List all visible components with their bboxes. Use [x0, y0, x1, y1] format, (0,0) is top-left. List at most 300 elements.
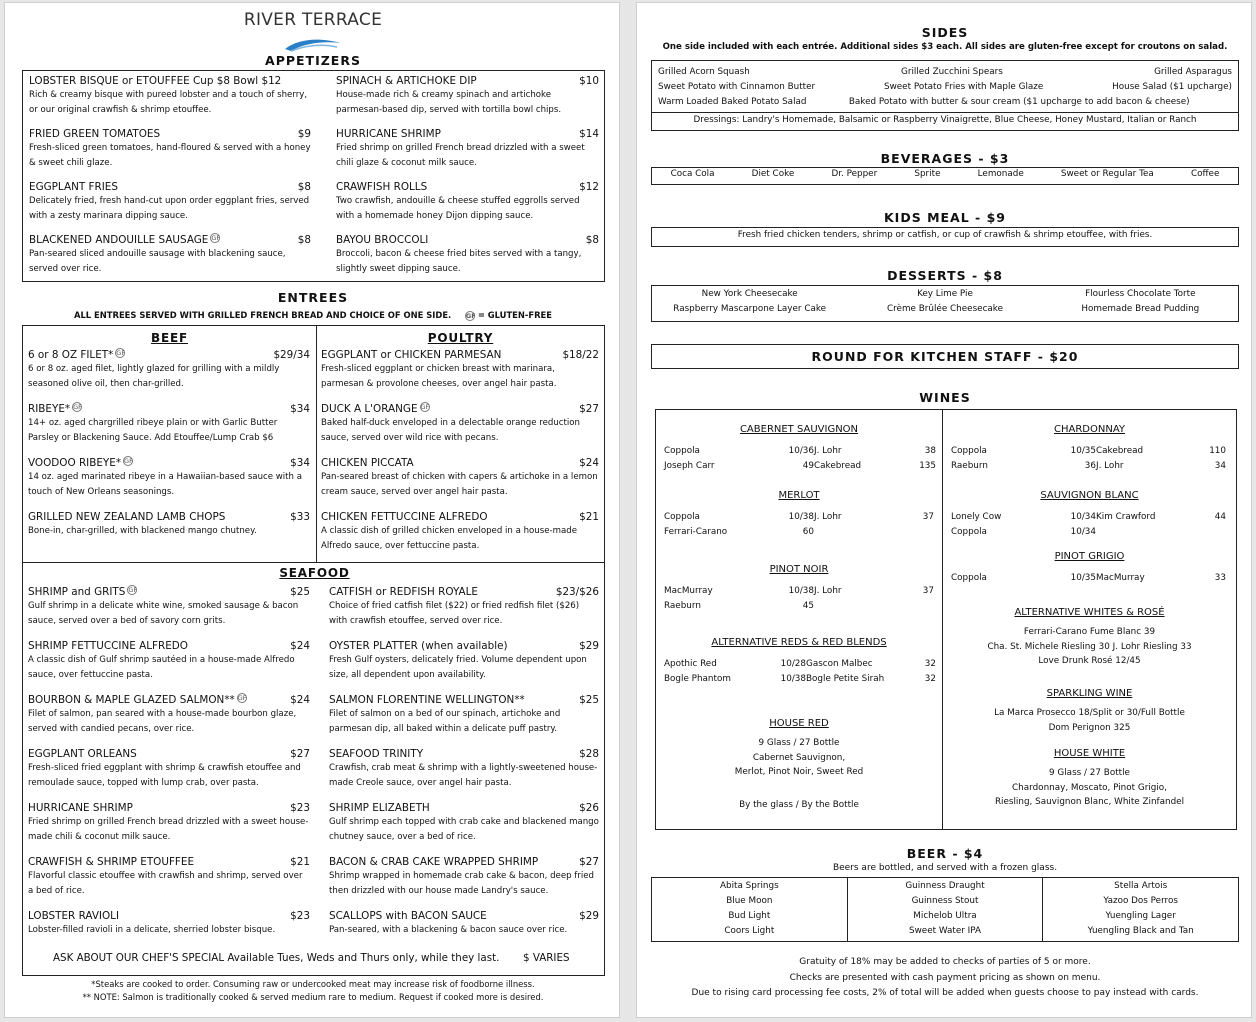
menu-item-name-row: [29, 180, 311, 194]
beef-heading: BEEF: [151, 331, 188, 345]
menu-item-name-row: [336, 74, 599, 88]
beer-item: Yazoo Dos Perros: [1103, 896, 1178, 906]
wine-cell: 10/38: [788, 586, 814, 596]
wine-line: Love Drunk Rosé 12/45: [1038, 656, 1141, 666]
wine-row: [951, 459, 1226, 474]
wine-row: [951, 510, 1226, 525]
menu-item-name-row: [329, 693, 599, 707]
side-item: Grilled Acorn Squash: [658, 67, 750, 77]
wine-category-title: HOUSE WHITE: [1053, 748, 1126, 759]
wine-cell: J. Lohr: [1096, 461, 1124, 471]
menu-item-name-row: [329, 801, 599, 815]
menu-item: [28, 585, 310, 628]
menu-item-price: $28: [579, 748, 599, 760]
menu-item-name-row: [321, 510, 599, 524]
menu-item: [28, 855, 310, 898]
menu-item-price: $27: [579, 403, 599, 415]
desserts-heading: DESSERTS - $8: [887, 268, 1003, 283]
menu-item: [28, 801, 310, 844]
menu-item-desc: Baked half-duck enveloped in a delectable orange reduction sauce, served over wild rice with pecans.: [321, 418, 580, 443]
wine-category-title: PINOT GRIGIO: [1054, 551, 1125, 562]
footnote-salmon: ** NOTE: Salmon is traditionally cooked & served medium rare to medium. Request if cooked more is desired.: [82, 992, 544, 1002]
menu-item-name-row: [329, 585, 599, 599]
menu-item-name: VOODOO RIBEYE*: [28, 457, 122, 469]
menu-item-name: LOBSTER RAVIOLI: [28, 910, 120, 922]
menu-item-name: BAYOU BROCCOLI: [336, 234, 429, 246]
menu-item-name: EGGPLANT FRIES: [29, 181, 118, 193]
menu-item-name-row: [321, 348, 599, 362]
wine-line: Cabernet Sauvignon,: [752, 752, 846, 763]
wine-cell: 44: [1214, 512, 1226, 522]
menu-item-price: $25: [290, 586, 310, 598]
menu-item: [28, 693, 310, 736]
menu-item: [28, 747, 310, 790]
wine-cell: 10/34: [1070, 512, 1096, 522]
dessert-row: [652, 287, 1238, 302]
menu-item: [28, 510, 310, 539]
menu-item-desc: Pan-seared, with a blackening & bacon sauce over rice.: [329, 925, 568, 935]
wine-row: [664, 510, 934, 525]
wine-cell: 32: [924, 674, 936, 684]
kids-heading: KIDS MEAL - $9: [884, 210, 1006, 225]
restaurant-title: RIVER TERRACE: [243, 10, 383, 30]
beer-item: Guinness Stout: [911, 896, 979, 906]
menu-item-price: $8: [297, 234, 311, 246]
wine-cell: Apothic Red: [664, 659, 717, 669]
menu-item-price: $24: [290, 694, 310, 706]
menu-item-desc: 14 oz. aged marinated ribeye in a Hawaiian-based sauce with a touch of New Orleans seasonings.: [28, 472, 302, 497]
menu-item-desc: Shrimp wrapped in homemade crab cake & bacon, deep fried then drizzled with our house made Landry's sauce.: [329, 871, 594, 896]
gluten-free-icon: GF: [211, 234, 221, 242]
wine-category-title: ALTERNATIVE WHITES & ROSÉ: [1014, 607, 1165, 618]
menu-item-name: HURRICANE SHRIMP: [336, 128, 441, 140]
menu-item-name-row: [28, 348, 310, 362]
menu-item-price: $34: [290, 457, 310, 469]
dressings: Dressings: Landry's Homemade, Balsamic or Raspberry Vinaigrette, Blue Cheese, Honey Mustard, Italian or Ranch: [693, 115, 1197, 125]
menu-item: [29, 74, 311, 117]
wine-cell: 10/28: [780, 659, 806, 669]
menu-item-name-row: [329, 747, 599, 761]
menu-item-name-row: [28, 456, 310, 470]
entrees-heading: ENTREES: [277, 290, 349, 305]
wine-cell: Kim Crawford: [1096, 512, 1156, 522]
menu-item-name: SHRIMP and GRITS: [28, 586, 126, 598]
spacer: [430, 402, 580, 416]
menu-item-name: SALMON FLORENTINE WELLINGTON**: [329, 694, 525, 706]
menu-item-name-row: [28, 510, 310, 524]
wine-cell: 10/35: [1070, 573, 1096, 583]
menu-item-desc: Pan-seared sliced andouille sausage with blackening sauce, served over rice.: [29, 249, 286, 274]
sides-row: [658, 95, 1232, 110]
menu-item-name: OYSTER PLATTER (when available): [329, 640, 508, 652]
spacer: [220, 233, 297, 247]
wine-row: [664, 584, 934, 599]
kids-desc: Fresh fried chicken tenders, shrimp or catfish, or cup of crawfish & shrimp etouffee, with fries.: [737, 230, 1153, 240]
beer-item: Guinness Draught: [905, 881, 985, 891]
round-kitchen-staff: ROUND FOR KITCHEN STAFF - $20: [811, 349, 1079, 364]
wine-row: [664, 459, 936, 474]
menu-item-name-row: [29, 233, 311, 247]
wine-cell: 45: [802, 601, 814, 611]
menu-item-name: BACON & CRAB CAKE WRAPPED SHRIMP: [329, 856, 539, 868]
wine-cell: 33: [1214, 573, 1226, 583]
menu-item-price: $29: [579, 910, 599, 922]
spacer: [160, 127, 298, 141]
menu-item-name: CHICKEN PICCATA: [321, 457, 414, 469]
menu-item-name: CRAWFISH ROLLS: [336, 181, 428, 193]
menu-item-price: $29: [579, 640, 599, 652]
menu-item-price: $8: [297, 181, 311, 193]
menu-item-name: SHRIMP FETTUCCINE ALFREDO: [28, 640, 188, 652]
wine-cell: MacMurray: [1096, 573, 1145, 583]
kids-box: [651, 227, 1239, 247]
menu-item-name: BOURBON & MAPLE GLAZED SALMON**: [28, 694, 235, 706]
wine-cell: Raeburn: [951, 461, 988, 471]
menu-item-name: EGGPLANT or CHICKEN PARMESAN: [321, 349, 502, 361]
beer-column: [1043, 878, 1238, 941]
wine-cell: [814, 599, 902, 614]
gluten-free-icon: GF: [73, 403, 82, 411]
menu-item: [29, 127, 311, 170]
wine-cell: Cakebread: [1096, 446, 1144, 456]
menu-item: [329, 801, 599, 844]
spacer: [188, 639, 290, 653]
beverage-item: Dr. Pepper: [831, 169, 878, 179]
gluten-free-icon: GF: [237, 694, 247, 702]
menu-item-desc: Fresh-sliced green tomatoes, hand-floured & served with a honey & sweet chili glaze.: [29, 143, 311, 168]
spacer: [508, 639, 580, 653]
sides-row: [658, 65, 1232, 80]
menu-item-desc: A classic dish of Gulf shrimp sautéed in a house-made Alfredo sauce, over fettuccine pasta.: [28, 655, 295, 680]
menu-item: [336, 127, 599, 170]
beer-heading: BEER - $4: [906, 846, 984, 861]
menu-item-name: FRIED GREEN TOMATOES: [29, 128, 161, 140]
appetizers-box: [22, 70, 605, 282]
spacer: [430, 801, 579, 815]
spacer: [133, 801, 290, 815]
menu-item-desc: Broccoli, bacon & cheese fried bites served with a tangy, slightly sweet dipping sauce.: [336, 249, 582, 274]
menu-page-right: [636, 2, 1252, 1018]
wine-cell: 36: [1084, 461, 1096, 471]
wine-line: Riesling, Sauvignon Blanc, White Zinfandel: [994, 797, 1185, 807]
menu-item-desc: Gulf shrimp each topped with crab cake and blackened mango chutney sauce, over a bed of rice.: [329, 817, 599, 842]
menu-item-desc: Rich & creamy bisque with pureed lobster and a touch of sherry, or our original crawfish & shrimp etouffee.: [29, 90, 308, 115]
menu-item-desc: Fresh-sliced eggplant or chicken breast with marinara, parmesan & provolone cheeses, over angel hair pasta.: [321, 364, 557, 389]
menu-item-desc: Crawfish, crab meat & shrimp with a lightly-sweetened house-made Creole sauce, over angel hair pasta.: [329, 763, 598, 788]
wine-category-title: CHARDONNAY: [1054, 424, 1125, 435]
wine-category-title: ALTERNATIVE REDS & RED BLENDS: [711, 637, 887, 648]
menu-item-desc: Filet of salmon, pan seared with a house-made bourbon glaze, served with candied pecans, over rice.: [28, 709, 297, 734]
footer-note: Gratuity of 18% may be added to checks of parties of 5 or more.: [799, 957, 1091, 967]
wine-row: [664, 657, 936, 672]
menu-item-name: SPINACH & ARTICHOKE DIP: [336, 75, 477, 87]
beverages-heading: BEVERAGES - $3: [880, 151, 1010, 166]
menu-item-desc: Flavorful classic etouffee with crawfish and shrimp, served over a bed of rice.: [28, 871, 303, 896]
dessert-row: [652, 302, 1238, 317]
menu-item-desc: Fried shrimp on grilled French bread drizzled with a sweet chili glaze & coconut milk sauce.: [336, 143, 585, 168]
menu-item-desc: Two crawfish, andouille & cheese stuffed eggrolls served with a homemade honey Dijon dipping sauce.: [336, 196, 580, 221]
spacer: [488, 510, 580, 524]
side-item: Grilled Asparagus: [1154, 67, 1232, 77]
beer-item: Bud Light: [728, 911, 771, 921]
beer-item: Coors Light: [724, 926, 775, 936]
spacer: [478, 585, 556, 599]
beverage-item: Sprite: [914, 169, 941, 179]
wine-cell: [902, 599, 934, 614]
wine-cell: 10/38: [780, 674, 806, 684]
menu-item-name-row: [28, 909, 310, 923]
wine-line: Cha. St. Michele Riesling 30 J. Lohr Riesling 33: [987, 641, 1192, 652]
beer-column: [652, 878, 848, 941]
menu-item: [336, 233, 599, 276]
wine-note: By the glass / By the Bottle: [739, 800, 859, 810]
dessert-item: Raspberry Mascarpone Layer Cake: [673, 304, 827, 314]
seafood-box: [22, 562, 605, 976]
menu-item-name-row: [329, 855, 599, 869]
spacer: [525, 693, 579, 707]
gluten-free-icon: GF: [116, 349, 126, 357]
spacer: [118, 180, 298, 194]
wine-line: La Marca Prosecco 18/Split or 30/Full Bottle: [994, 708, 1185, 718]
spacer: [137, 747, 290, 761]
spacer: [423, 747, 579, 761]
menu-item-name-row: [29, 74, 311, 88]
wine-row: [951, 525, 1226, 540]
footer-note: Checks are presented with cash payment pricing as shown on menu.: [789, 972, 1101, 983]
menu-item-price: $21: [290, 856, 310, 868]
menu-item: [321, 348, 599, 391]
chef-special: ASK ABOUT OUR CHEF'S SPECIAL Available Tues, Weds and Thurs only, while they last.: [53, 952, 500, 964]
dessert-item: Homemade Bread Pudding: [1081, 304, 1200, 314]
menu-item-price: $23/$26: [555, 586, 599, 598]
menu-item-name-row: [28, 747, 310, 761]
gluten-free-icon: GF: [465, 312, 476, 320]
menu-item-desc: Gulf shrimp in a delicate white wine, smoked sausage & bacon sauce, served over a bed of savory corn grits.: [28, 601, 299, 626]
wine-cell: Gascon Malbec: [806, 659, 873, 669]
menu-item-name-row: [28, 585, 310, 599]
beef-poultry-box: [22, 325, 605, 563]
dessert-item: Key Lime Pie: [917, 289, 973, 299]
menu-item: [329, 639, 599, 682]
menu-item-price: $14: [579, 128, 599, 140]
menu-item-price: $18/22: [562, 349, 599, 361]
wine-cell: 10/34: [1070, 527, 1096, 537]
beer-item: Blue Moon: [726, 896, 773, 906]
menu-item: [28, 639, 310, 682]
menu-item: [28, 456, 310, 499]
wine-cell: J. Lohr: [814, 446, 842, 456]
menu-item-name: SCALLOPS with BACON SAUCE: [329, 910, 487, 922]
wine-cell: Coppola: [951, 446, 987, 456]
menu-item-name-row: [28, 402, 310, 416]
wine-row: [664, 672, 936, 687]
wine-cell: J. Lohr: [814, 512, 842, 522]
wine-cell: 37: [922, 586, 934, 596]
beer-box: [651, 877, 1239, 942]
wine-cell: 110: [1209, 446, 1226, 456]
sides-box: [651, 60, 1239, 131]
spacer: [487, 909, 579, 923]
menu-item: [29, 233, 311, 276]
menu-item: [329, 855, 599, 898]
wine-cell: 34: [1214, 461, 1226, 471]
beer-item: Sweet Water IPA: [909, 926, 982, 936]
menu-item-desc: Delicately fried, fresh hand-cut upon order eggplant fries, served with a zesty marinara dipping sauce.: [29, 196, 310, 221]
spacer: [501, 348, 562, 362]
spacer: [225, 510, 290, 524]
wine-cell: 32: [924, 659, 936, 669]
spacer: [247, 693, 290, 707]
menu-item-name: HURRICANE SHRIMP: [28, 802, 133, 814]
beverage-item: Lemonade: [977, 169, 1024, 179]
round-kitchen-box: [651, 344, 1239, 369]
wines-box: [655, 409, 1237, 830]
menu-item-name-row: [28, 801, 310, 815]
sides-row: [658, 80, 1232, 95]
menu-item-name-row: [321, 456, 599, 470]
wine-row: [664, 599, 934, 614]
beverage-item: Sweet or Regular Tea: [1060, 169, 1154, 179]
menu-item-price: $25: [579, 694, 599, 706]
wine-row: [951, 571, 1226, 586]
wine-category-title: PINOT NOIR: [769, 564, 829, 575]
beer-item: Abita Springs: [720, 881, 779, 891]
gluten-free-icon: GF: [128, 586, 138, 594]
wine-cell: Ferrari-Carano: [664, 527, 728, 537]
menu-item-price: $9: [297, 128, 311, 140]
menu-item-name-row: [336, 233, 599, 247]
menu-item-desc: Fried shrimp on grilled French bread drizzled with a sweet house-made chili & coconut milk sauce.: [28, 817, 309, 842]
menu-item: [336, 180, 599, 223]
appetizers-heading: APPETIZERS: [265, 53, 361, 68]
wine-cell: 10/36: [788, 446, 814, 456]
menu-item-desc: Pan-seared breast of chicken with capers & artichoke in a lemon cream sauce, served over angel hair pasta.: [321, 472, 598, 497]
menu-page-left: [4, 2, 620, 1018]
side-item: Baked Potato with butter & sour cream ($1 upcharge to add bacon & cheese): [848, 97, 1190, 107]
menu-item-desc: Choice of fried catfish filet ($22) or fried redfish filet ($26) with crawfish etouffee, served over rice.: [329, 601, 580, 626]
spacer: [428, 233, 585, 247]
dessert-item: Flourless Chocolate Torte: [1085, 289, 1196, 299]
menu-item-name-row: [29, 127, 311, 141]
beverages-box: [651, 167, 1239, 185]
wine-row: [664, 525, 934, 540]
menu-item-name: SHRIMP ELIZABETH: [329, 802, 430, 814]
spacer: [133, 456, 290, 470]
menu-item-name-row: [336, 180, 599, 194]
beverage-item: Diet Coke: [751, 169, 795, 179]
wine-row: [664, 444, 936, 459]
spacer: [427, 180, 579, 194]
wave-logo-icon: [283, 35, 343, 53]
menu-item-price: $10: [579, 75, 599, 87]
menu-item-desc: House-made rich & creamy spinach and artichoke parmesan-based dip, served with tortilla bowl chips.: [336, 90, 562, 115]
menu-item-price: $24: [290, 640, 310, 652]
beverage-item: Coffee: [1190, 169, 1220, 179]
menu-item-price: $23: [290, 802, 310, 814]
menu-item-desc: Lobster-filled ravioli in a delicate, sherried lobster bisque.: [28, 925, 276, 935]
menu-item-name: DUCK A L'ORANGE: [321, 403, 418, 415]
menu-item-desc: 6 or 8 oz. aged filet, lightly glazed for grilling with a mildly seasoned olive oil, then char-grilled.: [28, 364, 280, 389]
menu-item: [28, 402, 310, 445]
menu-item-name-row: [321, 402, 599, 416]
wine-row: [951, 444, 1226, 459]
wine-category-title: CABERNET SAUVIGNON: [739, 424, 859, 435]
desserts-box: [651, 285, 1239, 322]
menu-item: [329, 693, 599, 736]
menu-item-desc: A classic dish of grilled chicken enveloped in a house-made Alfredo sauce, over fettuccine pasta.: [321, 526, 577, 551]
poultry-heading: POULTRY: [427, 331, 494, 345]
beverage-item: Coca Cola: [670, 169, 715, 179]
wine-cell: 135: [919, 461, 936, 471]
menu-item-desc: Fresh Gulf oysters, delicately fried. Volume dependent upon size, all dependent upon availability.: [329, 655, 587, 680]
gluten-free-icon: GF: [420, 403, 430, 411]
menu-item-price: $27: [290, 748, 310, 760]
menu-item-price: $24: [579, 457, 599, 469]
beer-item: Yuengling Lager: [1105, 911, 1176, 921]
menu-item-name: 6 or 8 OZ FILET*: [28, 349, 114, 361]
dessert-item: New York Cheesecake: [701, 289, 798, 299]
wine-cell: 10/35: [1070, 446, 1096, 456]
wine-cell: 10/38: [788, 512, 814, 522]
spacer: [281, 74, 311, 88]
wine-line: 9 Glass / 27 Bottle: [758, 738, 840, 748]
wines-heading: WINES: [919, 390, 971, 405]
wine-line: Ferrari-Carano Fume Blanc 39: [1023, 627, 1156, 637]
wine-cell: Raeburn: [664, 601, 701, 611]
spacer: [538, 855, 579, 869]
menu-item: [321, 456, 599, 499]
spacer: [477, 74, 580, 88]
menu-item: [28, 909, 310, 938]
menu-item-desc: Fresh-sliced fried eggplant with shrimp & crawfish etouffee and remoulade sauce, topped with lump crab, over pasta.: [28, 763, 301, 788]
side-item: Warm Loaded Baked Potato Salad: [658, 97, 807, 107]
wine-cell: Bogle Phantom: [664, 674, 731, 684]
spacer: [82, 402, 290, 416]
wine-line: 9 Glass / 27 Bottle: [1049, 768, 1130, 778]
menu-item-name-row: [336, 127, 599, 141]
menu-item-name-row: [28, 693, 310, 707]
menu-item-price: $21: [579, 511, 599, 523]
menu-item-name-row: [28, 855, 310, 869]
spacer: [119, 909, 290, 923]
menu-item-name: CRAWFISH & SHRIMP ETOUFFEE: [28, 856, 195, 868]
spacer: [414, 456, 580, 470]
menu-item-desc: Bone-in, char-grilled, with blackened mango chutney.: [28, 526, 257, 536]
dessert-item: Crème Brûlée Cheesecake: [886, 304, 1003, 314]
menu-item-desc: 14+ oz. aged chargrilled ribeye plain or with Garlic Butter Parsley or Blackening Sauce. Add Etouffee/Lump Crab $6: [28, 418, 278, 443]
sides-heading: SIDES: [921, 25, 969, 40]
wine-cell: [902, 525, 934, 540]
wine-cell: 38: [924, 446, 936, 456]
wine-cell: Coppola: [951, 527, 987, 537]
menu-item-price: $12: [579, 181, 599, 193]
wine-cell: Lonely Cow: [951, 512, 1002, 522]
wine-cell: Coppola: [664, 512, 700, 522]
beer-item: Stella Artois: [1114, 881, 1168, 891]
wine-category-title: MERLOT: [778, 490, 820, 501]
menu-item: [329, 747, 599, 790]
menu-item-price: $8: [585, 234, 599, 246]
menu-item: [336, 74, 599, 117]
menu-item-name: BLACKENED ANDOUILLE SAUSAGE: [29, 234, 209, 246]
wine-cell: J. Lohr: [814, 586, 842, 596]
wine-cell: Coppola: [664, 446, 700, 456]
wine-line: Merlot, Pinot Noir, Sweet Red: [734, 767, 864, 777]
chef-special-price: $ VARIES: [523, 952, 570, 964]
beer-column: [848, 878, 1044, 941]
menu-item: [329, 909, 599, 938]
wine-cell: MacMurray: [664, 586, 713, 596]
